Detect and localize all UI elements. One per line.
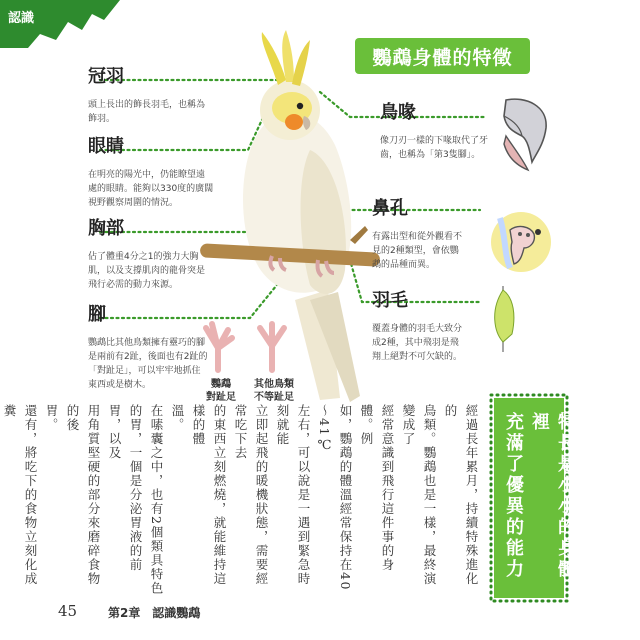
column-line: 經過長年累月，持續特殊進化的 [443,404,479,586]
label-feathers-title: 羽毛 [372,290,408,311]
desc-line: 齒，也稱為「第3隻腳」。 [380,150,481,160]
desc-line: 佔了體重4分之1的強力大胸 [88,252,199,262]
foot-label-parrot [196,378,246,404]
desc-line: 鵡的品種而異。 [372,260,436,270]
column-line: 的胃，一個是分泌胃液的前胃，以及 [107,404,143,572]
label-feathers [372,286,482,364]
column-line: 鳥類。鸚鵡也是一樣，最終演變成了 [401,404,437,586]
foot-label-line: 鸚鵡 [211,379,231,390]
desc-line: 東西或是樹木。 [88,380,152,390]
desc-line: 成2種，其中飛羽是飛 [372,338,459,348]
desc-line: 翔上絕對不可欠缺的。 [372,352,463,362]
desc-line: 有露出型和從外觀看不 [372,232,463,242]
label-crest [88,62,238,126]
desc-line: 覆蓋身體的羽毛大致分 [372,324,463,334]
label-feathers-desc [372,322,482,364]
label-chest-desc [88,250,238,292]
label-nostril [372,194,482,272]
foot-label-line: 對趾足 [206,392,236,403]
column-line: 如，鸚鵡的體溫經常保持在40～41℃ [317,404,353,591]
corner-tab-label: 認識 [8,11,35,26]
chapter-number: 第2章 [108,606,141,620]
label-beak-title: 鳥喙 [380,102,416,123]
label-eyes [88,132,238,210]
desc-line: 鸚鵡比其他鳥類擁有靈巧的腳 [88,338,206,348]
column-line: 溫。 [170,404,185,432]
label-feet-title: 腳 [88,304,106,325]
desc-line: 像刀刃一樣的下喙取代了牙 [380,136,489,146]
desc-line: 處的眼睛。能夠以330度的廣闊 [88,184,214,194]
column-line: 的東西立刻燃燒，就能維持這樣的體 [191,404,227,586]
chapter-footer [108,604,200,621]
foot-label-other [244,378,304,404]
column-line: 用角質堅硬的部分來磨碎食物的後 [65,404,101,586]
column-body [2,404,482,596]
column-line: 經常意識到飛行這件事的身體。例 [359,404,395,572]
desc-line: 頭上長出的飾長羽毛，也稱為 [88,100,206,110]
page-number: 45 [58,602,78,620]
beak-illustration [492,96,554,176]
desc-line: 視野觀察周圍的情況。 [88,198,179,208]
column-heading-line: 特長是小小的身體裡 [529,412,576,580]
label-beak [380,98,500,162]
column-line: 立即起飛的暖機狀態，需要經常吃下去 [233,404,269,586]
column-heading-line: 充滿了優異的能力 [503,412,524,580]
anisodactyl-foot-diagram [252,320,292,375]
label-eyes-desc [88,168,238,210]
column-line: 還有，將吃下的食物立刻化成糞 [2,404,38,586]
nostril-illustration [490,208,552,276]
desc-line: 肌，以及支撐肌肉的龍骨突是 [88,266,206,276]
column-line: 在嗉囊之中，也有2個類具特色 [149,404,164,596]
desc-line: 飾羽。 [88,114,116,124]
label-crest-title: 冠羽 [88,66,124,87]
corner-tab [0,0,120,48]
desc-line: 飛行必需的動力來源。 [88,280,179,290]
label-crest-desc [88,98,238,126]
desc-line: 見的2種類型，會依鸚 [372,246,459,256]
foot-label-line: 不等趾足 [254,392,294,403]
chapter-title: 認識鸚鵡 [152,606,201,620]
foot-label-line: 其他鳥類 [254,379,294,390]
feather-illustration [486,282,520,354]
label-nostril-desc [372,230,482,272]
label-chest-title: 胸部 [88,218,124,239]
section-title: 鸚鵡身體的特徵 [372,46,513,69]
desc-line: 在明亮的陽光中，仍能瞭望遠 [88,170,206,180]
label-nostril-title: 鼻孔 [372,198,408,219]
label-beak-desc [380,134,500,162]
label-eyes-title: 眼睛 [88,136,124,157]
column-line: 胃。 [44,404,59,432]
column-heading [500,412,578,596]
desc-line: 是兩前有2趾，後面也有2趾的 [88,352,208,362]
column-line: 左右，可以說是一遇到緊急時刻就能 [275,404,311,586]
zygodactyl-foot-diagram [198,320,238,375]
label-chest [88,214,238,292]
desc-line: 「對趾足」，可以牢牢地抓住 [88,366,201,376]
